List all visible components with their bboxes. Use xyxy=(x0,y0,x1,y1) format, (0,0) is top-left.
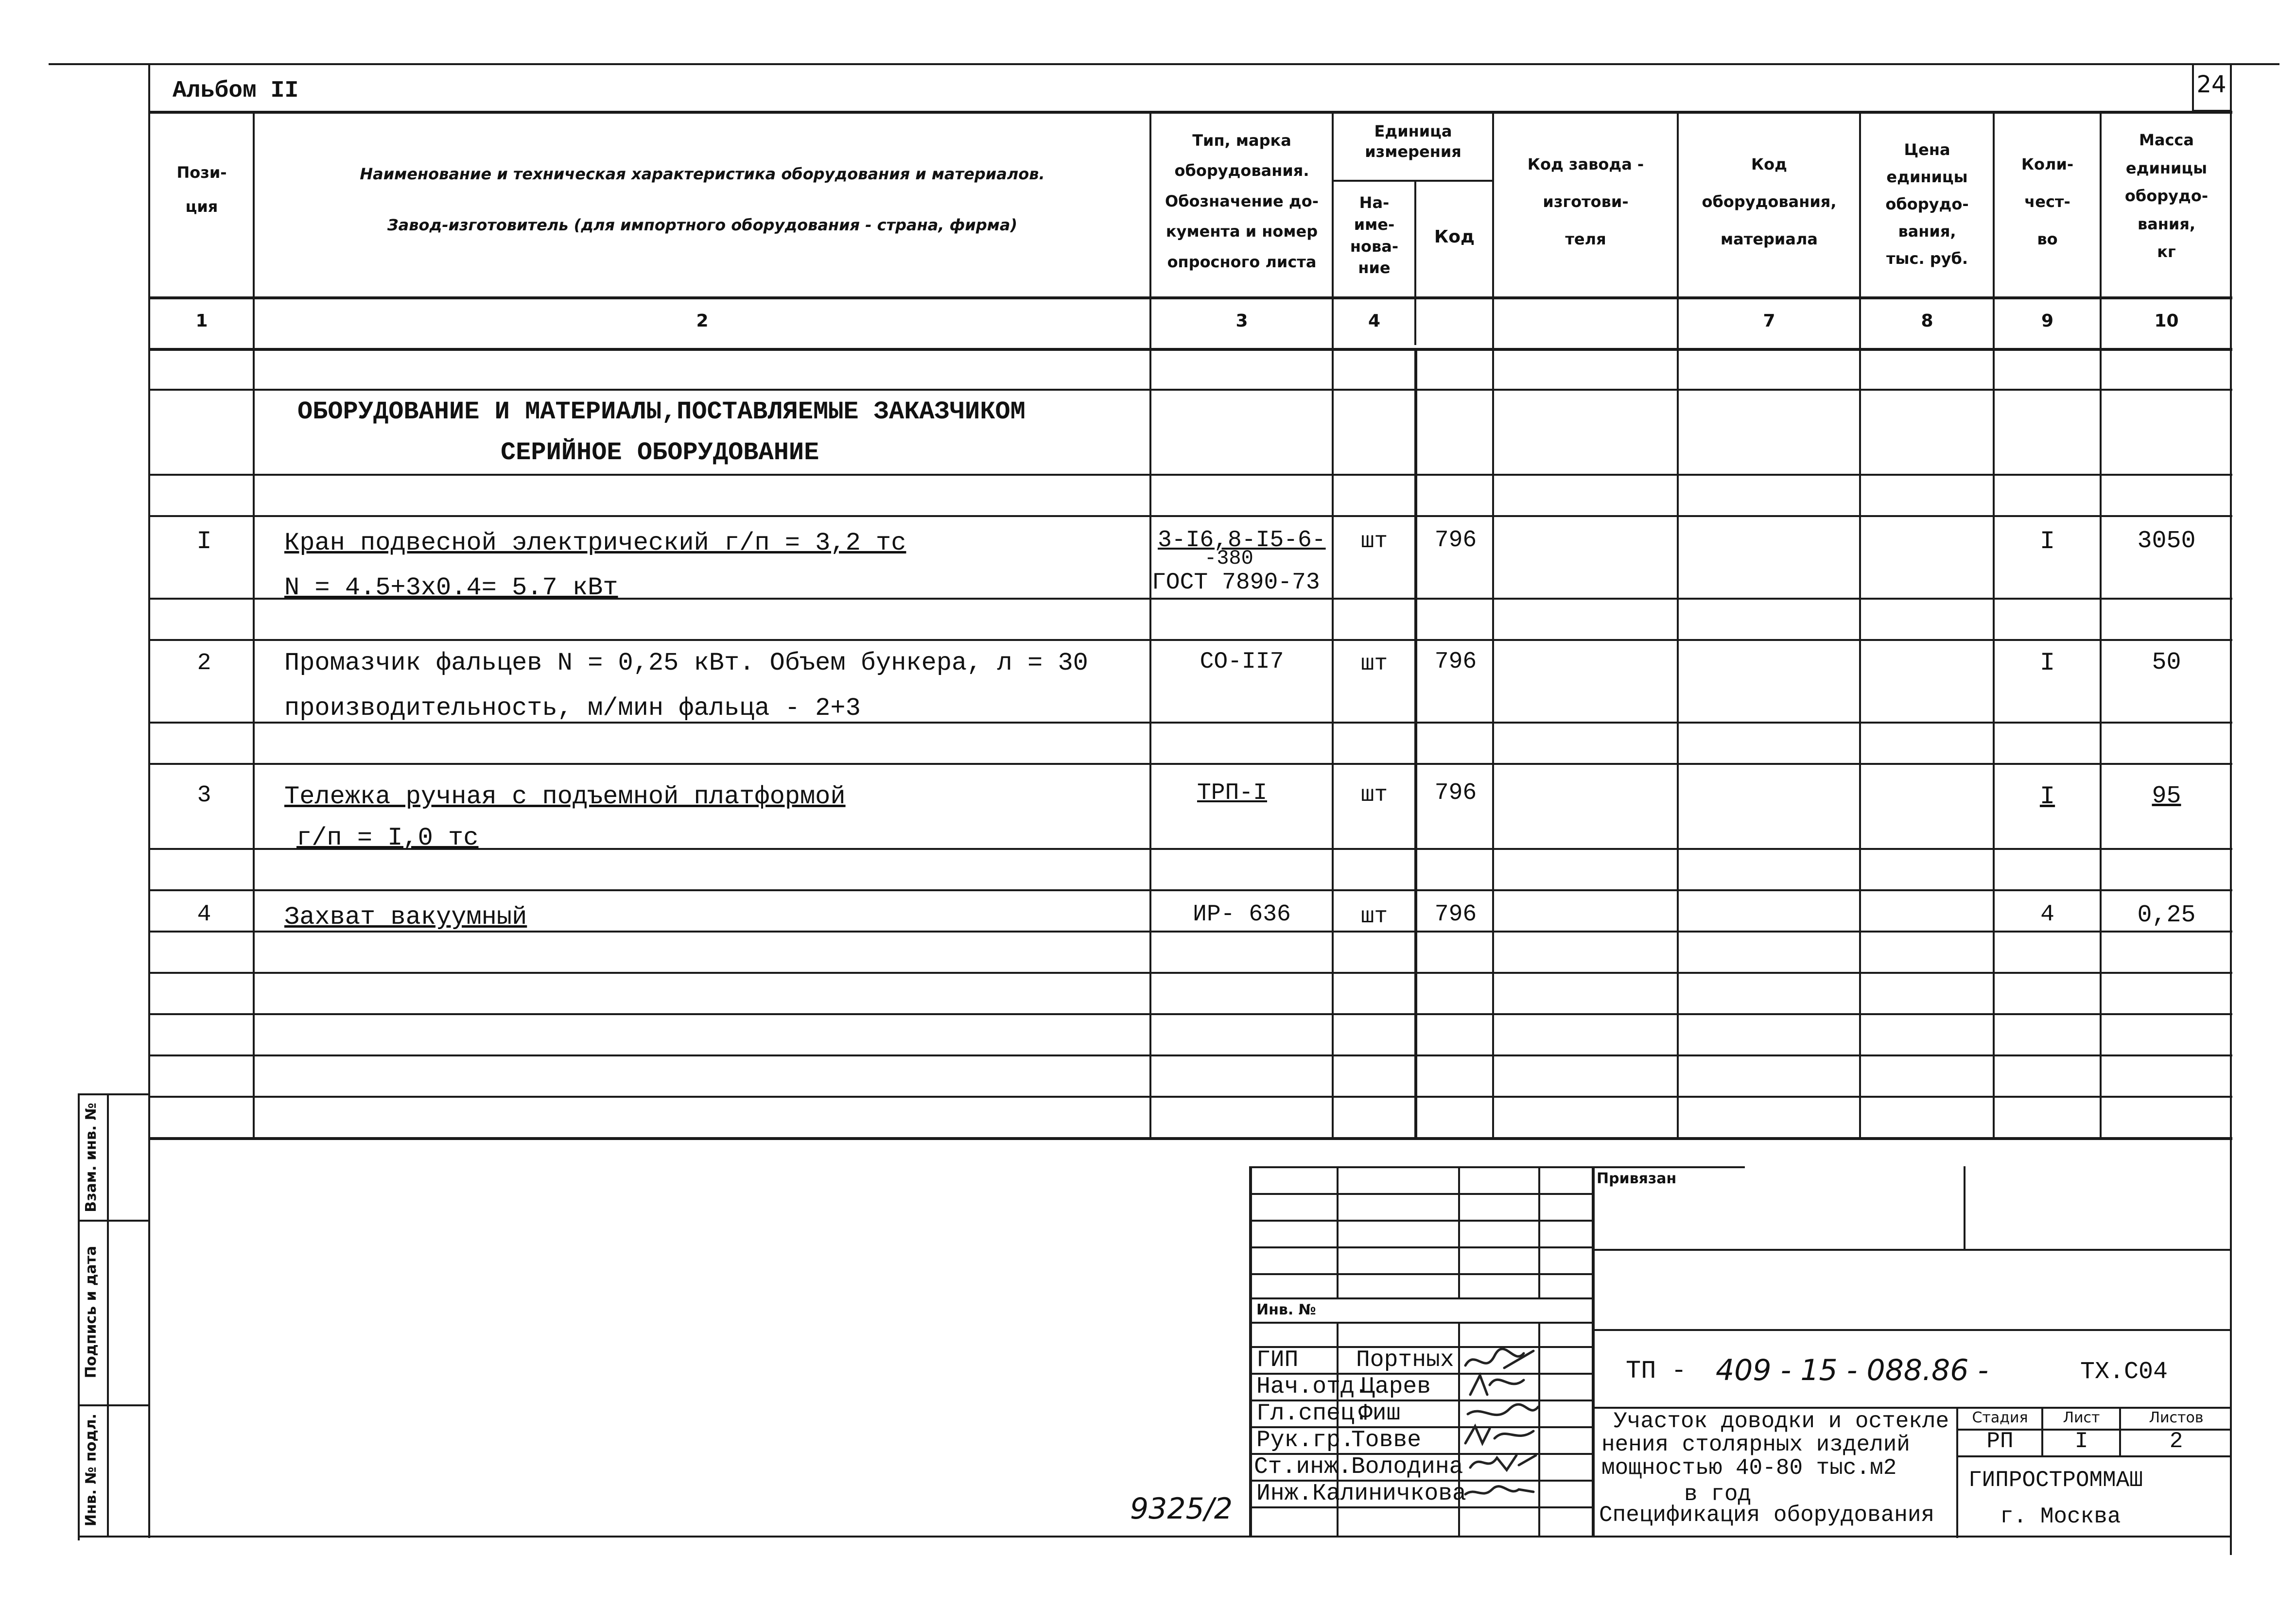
role-nach-otd: Нач.отд. xyxy=(1256,1374,1369,1400)
row-line xyxy=(148,639,2232,641)
sheets-value: 2 xyxy=(2169,1429,2183,1454)
unit-divider xyxy=(1332,180,1492,182)
item-3-type: ТРП-I xyxy=(1197,780,1268,806)
stamp-stage-line xyxy=(1956,1455,2231,1457)
item-1-pos: I xyxy=(196,527,212,556)
header-unit-group: Единица измерения xyxy=(1365,122,1461,161)
item-4-name: Захват вакуумный xyxy=(284,903,527,932)
side-inv-podl: Инв. № подл. xyxy=(83,1413,100,1527)
frame-left-outer xyxy=(78,1093,80,1540)
inv-no-label: Инв. № xyxy=(1256,1301,1316,1318)
name-st-inzh: Володина xyxy=(1351,1454,1463,1480)
row-line xyxy=(148,1054,2232,1056)
item-3-mass: 95 xyxy=(2152,782,2181,810)
stamp-line xyxy=(1249,1220,1592,1222)
item-2-code: 796 xyxy=(1434,649,1477,675)
header-equip-code: Код оборудования, материала xyxy=(1702,155,1837,248)
sheet-value: I xyxy=(2074,1429,2088,1454)
side-podpis-data: Подпись и дата xyxy=(83,1245,100,1379)
stamp-stage-col xyxy=(2119,1407,2121,1455)
col-line-8 xyxy=(1993,111,1995,1139)
item-3-name: Тележка ручная с подъемной платформой xyxy=(284,782,846,811)
side-vzam-inv: Взам. инв. № xyxy=(83,1103,100,1212)
org-city: г. Москва xyxy=(2000,1504,2121,1529)
row-line xyxy=(148,515,2232,517)
sheets-label: Листов xyxy=(2149,1409,2204,1426)
name-gip: Портных xyxy=(1356,1347,1454,1373)
role-inzh: Инж. xyxy=(1256,1481,1313,1507)
description-line-1: Участок доводки и остекле xyxy=(1614,1409,1949,1434)
col-line-7 xyxy=(1859,111,1861,1139)
col-line-6 xyxy=(1677,111,1679,1139)
item-1-name-2: N = 4.5+3х0.4= 5.7 кВт xyxy=(284,573,618,602)
header-name-line2: Завод-изготовитель (для импортного оборудования - страна, фирма) xyxy=(387,216,1018,234)
colnum-bottom xyxy=(148,348,2232,351)
col-line-5 xyxy=(1492,111,1494,1139)
description-line-4: в год xyxy=(1684,1482,1752,1507)
description-line-5: Спецификация оборудования xyxy=(1599,1503,1935,1528)
colnum-8: 8 xyxy=(1921,311,1933,331)
colnum-7: 7 xyxy=(1763,311,1775,331)
section-title: ОБОРУДОВАНИЕ И МАТЕРИАЛЫ,ПОСТАВЛЯЕМЫЕ ЗАКАЗЧИКОМ xyxy=(297,397,1026,426)
table-top xyxy=(148,111,2232,114)
header-unit-code: Код xyxy=(1434,227,1475,247)
name-nach-otd: Царев xyxy=(1361,1374,1431,1400)
role-gl-spec: Гл.спец. xyxy=(1256,1400,1369,1427)
header-qty: Коли- чест- во xyxy=(2021,155,2074,248)
side-stamp-divider xyxy=(107,1093,109,1536)
stamp-right-line xyxy=(1592,1329,2231,1331)
album-label: Альбом II xyxy=(173,78,299,104)
item-4-mass: 0,25 xyxy=(2137,901,2196,929)
col-line-9 xyxy=(2100,111,2102,1139)
col-line-3 xyxy=(1332,111,1334,1139)
item-2-name: Промазчик фальцев N = 0,25 кВт. Объем бункера, л = 30 xyxy=(284,649,1088,677)
row-line xyxy=(148,389,2232,391)
stamp-right-line xyxy=(1592,1249,2231,1251)
colnum-2: 2 xyxy=(696,311,709,331)
role-ruk-gr: Рук.гр. xyxy=(1256,1427,1355,1453)
row-line xyxy=(148,889,2232,891)
doc-code-hand: 409 - 15 - 088.86 - xyxy=(1716,1353,1989,1387)
row-line xyxy=(148,1096,2232,1098)
header-type: Тип, марка оборудования. Обозначение до- кумента и номер опросного листа xyxy=(1165,131,1319,271)
doc-code-suffix: ТХ.С04 xyxy=(2080,1358,2168,1386)
stamp-right-col xyxy=(1964,1166,1966,1249)
stamp-col xyxy=(1458,1166,1460,1297)
stamp-line xyxy=(1249,1297,1592,1299)
frame-left xyxy=(148,63,150,1538)
privyazan-label: Привязан xyxy=(1597,1170,1677,1187)
header-mass: Масса единицы оборудо- вания, кг xyxy=(2124,131,2209,261)
stamp-line xyxy=(1249,1322,1592,1324)
item-1-type: 3-I6,8-I5-6- xyxy=(1158,527,1326,553)
item-1-name: Кран подвесной электрический г/п = 3,2 тс xyxy=(284,529,906,557)
item-2-qty: I xyxy=(2039,649,2055,677)
stamp-col xyxy=(1592,1166,1595,1537)
stamp-line xyxy=(1249,1273,1592,1275)
row-line xyxy=(148,474,2232,476)
col-line-4 xyxy=(1414,180,1416,345)
description-line-3: мощностью 40-80 тыс.м2 xyxy=(1601,1455,1897,1481)
name-gl-spec: Фиш xyxy=(1358,1400,1401,1427)
item-3-qty: I xyxy=(2039,782,2055,811)
item-1-qty: I xyxy=(2039,527,2055,556)
item-3-unit: шт xyxy=(1360,782,1388,808)
item-3-pos: 3 xyxy=(197,782,211,809)
org-name: ГИПРОСТРОММАШ xyxy=(1968,1468,2143,1493)
row-line xyxy=(148,972,2232,974)
frame-bottom xyxy=(78,1536,2231,1538)
col-line-2 xyxy=(1149,111,1151,1139)
header-name-line1: Наименование и техническая характеристика оборудования и материалов. xyxy=(360,165,1045,183)
colnum-4: 4 xyxy=(1368,311,1381,331)
archive-number: 9325/2 xyxy=(1130,1492,1233,1526)
item-2-pos: 2 xyxy=(197,650,211,676)
stage-value: РП xyxy=(1986,1429,2014,1454)
item-1-standard: ГОСТ 7890-73 xyxy=(1152,570,1320,596)
side-stamp-line xyxy=(78,1404,148,1406)
stamp-line xyxy=(1249,1246,1592,1248)
col-line-1 xyxy=(253,111,255,1139)
stamp-col xyxy=(1249,1166,1252,1537)
side-stamp-line xyxy=(78,1220,148,1222)
frame-top xyxy=(49,63,2279,65)
role-st-inzh: Ст.инж. xyxy=(1254,1454,1352,1480)
name-inzh: Калиничкова xyxy=(1312,1481,1466,1507)
colnum-10: 10 xyxy=(2154,311,2179,331)
header-factory-code: Код завода - изготови- теля xyxy=(1527,155,1644,248)
stage-label: Стадия xyxy=(1972,1409,2028,1426)
header-pos: Пози- ция xyxy=(176,163,227,216)
header-price: Цена единицы оборудо- вания, тыс. руб. xyxy=(1885,140,1969,268)
name-ruk-gr: Товве xyxy=(1351,1427,1422,1453)
colnum-9: 9 xyxy=(2041,311,2054,331)
stamp-right-col xyxy=(1956,1407,1958,1538)
item-1-unit: шт xyxy=(1360,529,1388,554)
item-1-type-cont: -380 xyxy=(1204,547,1253,570)
stamp-top xyxy=(1249,1166,1745,1168)
item-2-name-2: производительность, м/мин фальца - 2+3 xyxy=(284,694,861,723)
item-2-mass: 50 xyxy=(2152,649,2181,676)
colnum-3: 3 xyxy=(1235,311,1248,331)
item-1-code: 796 xyxy=(1434,527,1477,553)
signature-scribbles xyxy=(1461,1346,1543,1506)
sheet-label: Лист xyxy=(2063,1409,2100,1426)
row-line xyxy=(148,1013,2232,1015)
header-unit-name: На- име- нова- ние xyxy=(1350,193,1399,277)
item-4-unit: шт xyxy=(1360,904,1388,929)
item-2-type: СО-II7 xyxy=(1200,649,1284,675)
item-2-unit: шт xyxy=(1360,651,1388,676)
col-line-4b xyxy=(1414,348,1417,1139)
item-4-code: 796 xyxy=(1434,901,1477,928)
description-line-2: нения столярных изделий xyxy=(1601,1432,1910,1457)
item-3-name-2: г/п = I,0 тс xyxy=(296,824,479,852)
item-3-code: 796 xyxy=(1434,780,1477,806)
item-4-pos: 4 xyxy=(197,901,211,928)
side-stamp-line xyxy=(78,1093,148,1095)
stamp-stage-col xyxy=(2041,1407,2043,1455)
row-line xyxy=(148,1137,2232,1140)
stamp-col xyxy=(1337,1166,1339,1297)
item-4-qty: 4 xyxy=(2040,901,2054,928)
sheet-number: 24 xyxy=(2196,71,2226,98)
item-1-mass: 3050 xyxy=(2137,527,2196,555)
colnum-1: 1 xyxy=(195,311,208,331)
header-bottom xyxy=(148,296,2232,299)
doc-code-prefix: ТП - xyxy=(1626,1357,1687,1385)
stamp-col xyxy=(1538,1166,1540,1297)
subsection-title: СЕРИЙНОЕ ОБОРУДОВАНИЕ xyxy=(501,438,819,467)
item-4-type: ИР- 636 xyxy=(1193,901,1291,928)
role-gip: ГИП xyxy=(1256,1347,1299,1373)
row-line xyxy=(148,763,2232,765)
stamp-line xyxy=(1249,1193,1592,1195)
